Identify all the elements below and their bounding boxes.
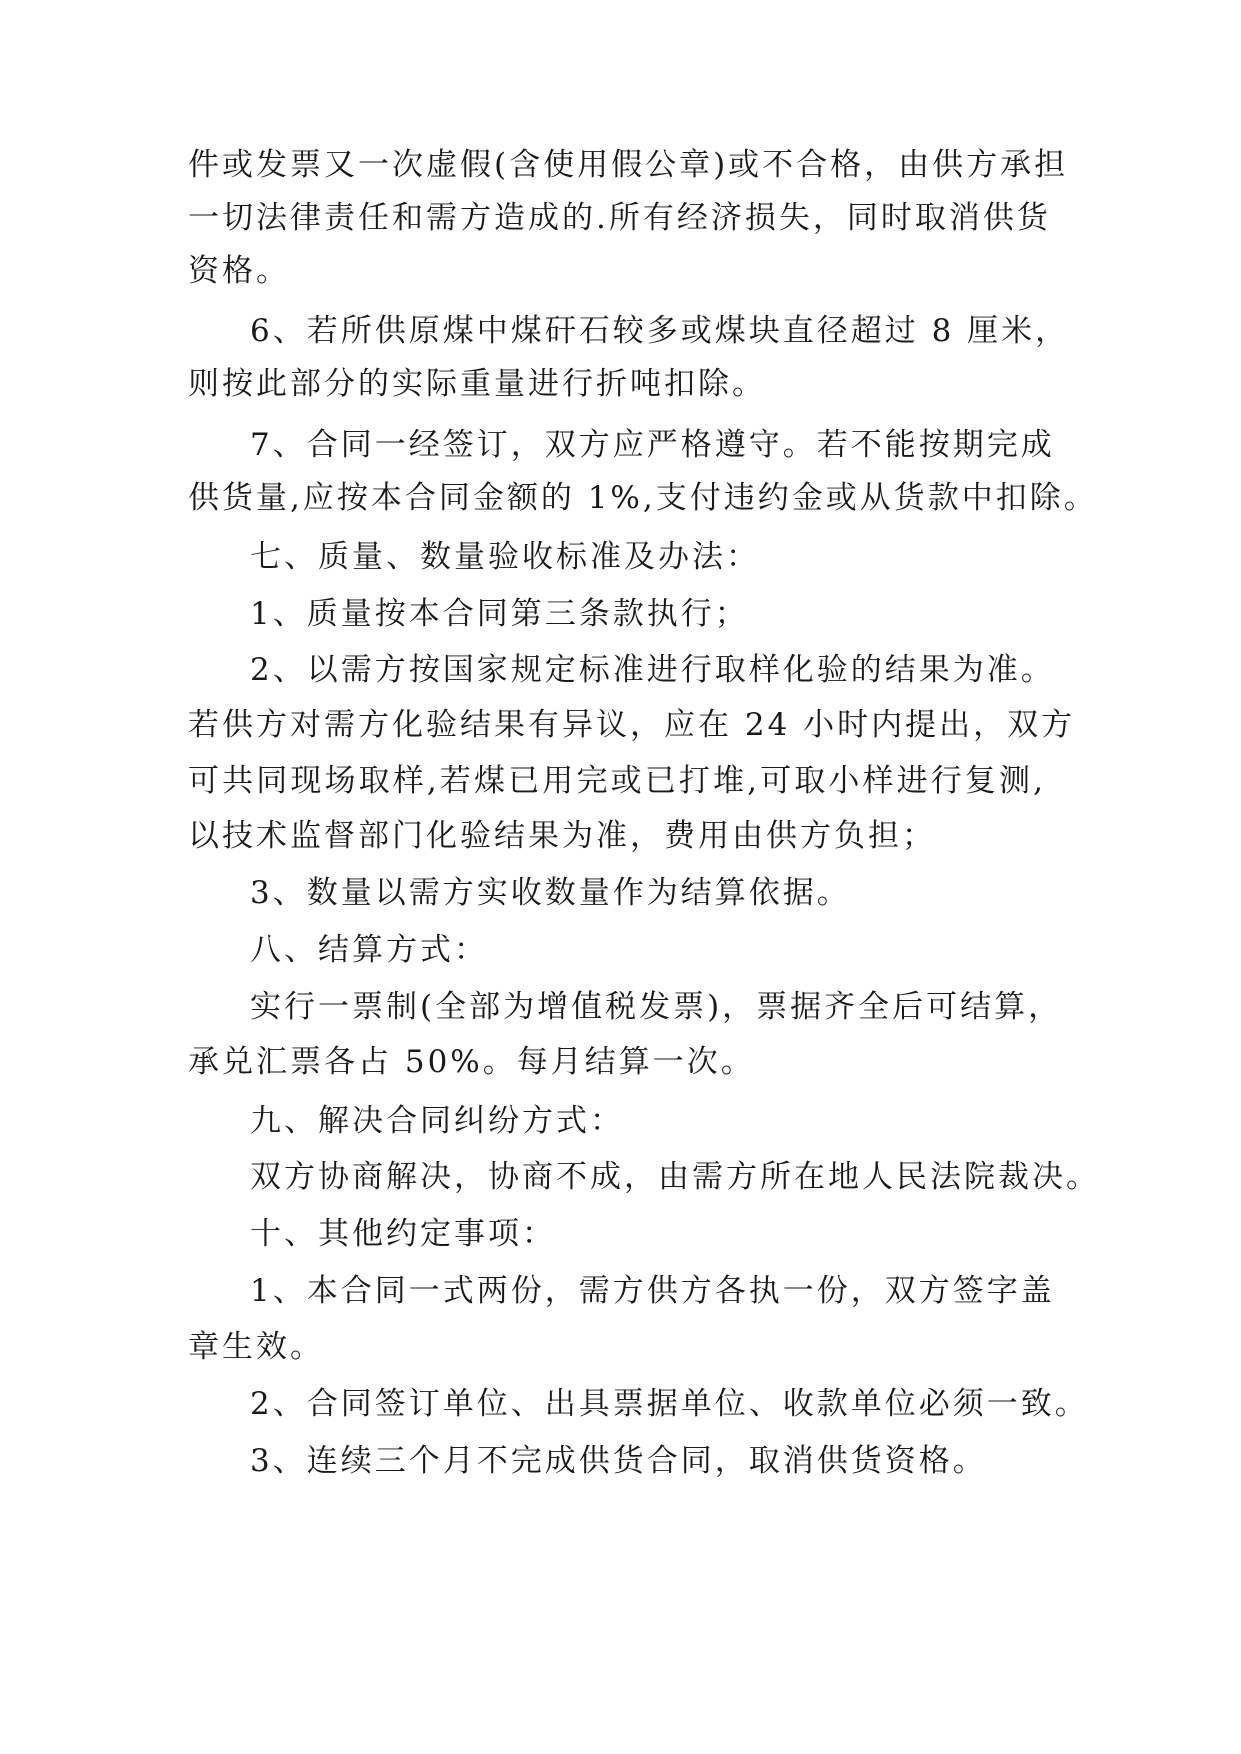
text-line: 以技术监督部门化验结果为准，费用由供方负担； [188,818,936,854]
section-heading: 九、解决合同纠纷方式： [250,1103,624,1139]
text-line: 供货量,应按本合同金额的 1%,支付违约金或从货款中扣除。 [188,480,1098,516]
text-line: 件或发票又一次虚假(含使用假公章)或不合格，由供方承担 [188,147,1069,183]
text-line: 1、质量按本合同第三条款执行； [250,596,749,632]
text-line: 则按此部分的实际重量进行折吨扣除。 [188,366,766,402]
text-line: 章生效。 [188,1329,324,1365]
text-line: 资格。 [188,253,290,289]
text-line: 一切法律责任和需方造成的.所有经济损失，同时取消供货 [188,200,1051,236]
text-line: 2、以需方按国家规定标准进行取样化验的结果为准。 [250,652,1055,688]
text-line: 可共同现场取样,若煤已用完或已打堆,可取小样进行复测, [188,763,1046,799]
text-line: 7、合同一经签订，双方应严格遵守。若不能按期完成 [250,427,1055,463]
text-line: 3、数量以需方实收数量作为结算依据。 [250,875,851,911]
text-line: 实行一票制(全部为增值税发票)，票据齐全后可结算， [250,989,1063,1025]
section-heading: 十、其他约定事项： [250,1216,556,1252]
text-line: 1、本合同一式两份，需方供方各执一份，双方签字盖 [250,1273,1055,1309]
text-line: 6、若所供原煤中煤矸石较多或煤块直径超过 8 厘米， [250,313,1070,349]
text-line: 双方协商解决，协商不成，由需方所在地人民法院裁决。 [250,1159,1100,1195]
text-line: 若供方对需方化验结果有异议，应在 24 小时内提出，双方 [188,707,1076,743]
section-heading: 七、质量、数量验收标准及办法： [250,539,760,575]
section-heading: 八、结算方式： [250,932,488,968]
text-line: 2、合同签订单位、出具票据单位、收款单位必须一致。 [250,1386,1089,1422]
text-line: 3、连续三个月不完成供货合同，取消供货资格。 [250,1443,987,1479]
text-line: 承兑汇票各占 50%。每月结算一次。 [188,1044,755,1080]
